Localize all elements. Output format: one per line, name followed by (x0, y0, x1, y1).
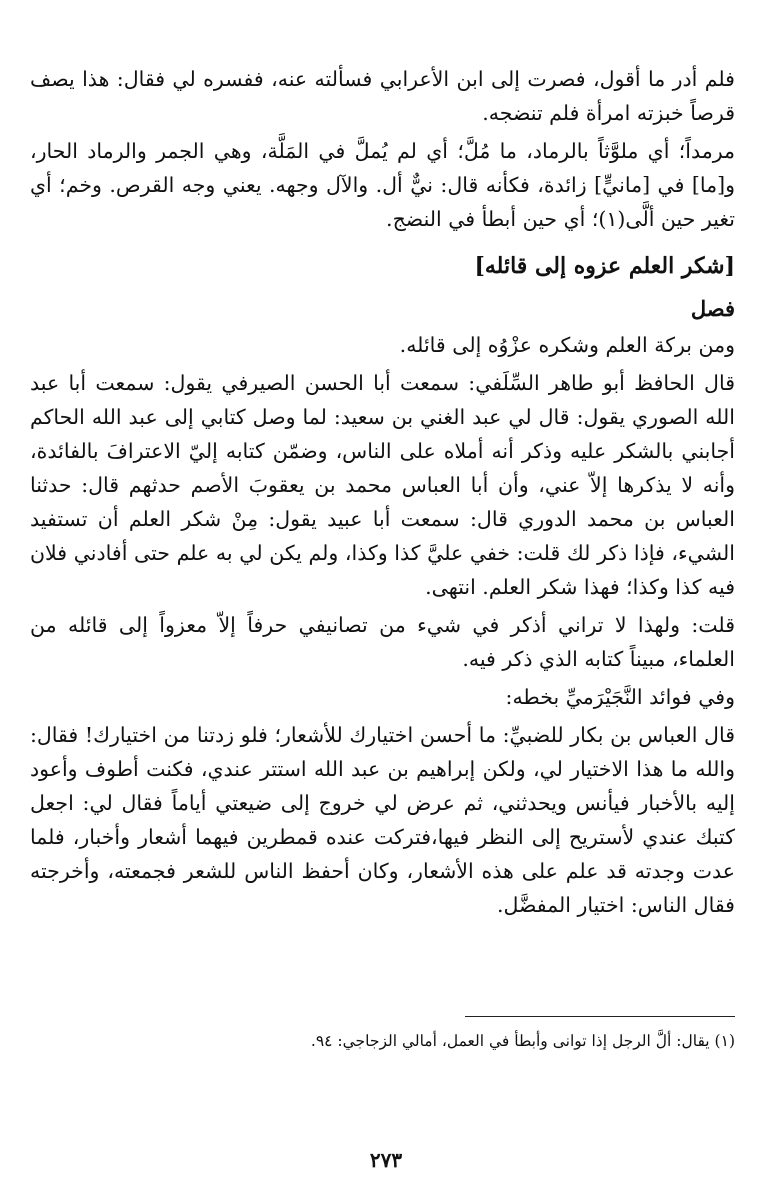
footnote: (١) يقال: ألَّ الرجل إذا توانى وأبطأ في العمل، أمالي الزجاجي: ٩٤. (310, 1032, 735, 1050)
section-heading: [شكر العلم عزوه إلى قائله] (474, 253, 735, 279)
paragraph: قال العباس بن بكار للضبيِّ: ما أحسن اختيارك للأشعار؛ فلو زدتنا من اختيارك! فقال: والله ما هذا الاختيار لي، ولكن إبراهيم بن عبد الله استتر عندي، فكنت أطوف وأعود إليه بالأخبار فيأنس ويحدثني، ثم عرض لي خروج إلى ضيعتي أياماً فقال لي: اجعل كتبك عندي لأستريح إلى النظر فيها،فتركت عنده قمطرين فيهما أشعار وأخبار، فلما عدت وجدته قد علم على هذه الأشعار، وكان أحفظ الناس للشعر فجمعته، وأخرجته فقال الناس: اختيار المفضَّل. (30, 723, 735, 917)
paragraph: وفي فوائد النَّجَيْرَميِّ بخطه: (505, 685, 735, 709)
paragraph: قلت: ولهذا لا تراني أذكر في شيء من تصانيفي حرفاً إلاّ معزواً إلى قائله من العلماء، مبيناً كتابه الذي ذكر فيه. (30, 613, 735, 671)
paragraph: فلم أدر ما أقول، فصرت إلى ابن الأعرابي فسألته عنه، ففسره لي فقال: هذا يصف قرصاً خبزته امرأة فلم تنضجه. (30, 67, 735, 125)
fasl-label: فصل (690, 296, 735, 321)
page-number: ٢٧٣ (369, 1148, 403, 1172)
paragraph: مرمداً؛ أي ملوَّثاً بالرماد، ما مُلَّ؛ أي لم يُملَّ في المَلَّة، وهي الجمر والرماد الحار، و[ما] في [مانيٍّ] زائدة، فكأنه قال: نيٌّ أل. والآل وجهه. يعني وجه القرص. وخم؛ أي تغير حين ألَّى(١)؛ أي حين أبطأ في النضج. (30, 139, 735, 231)
footnote-separator (465, 1016, 735, 1017)
footnote-separator-wrap (30, 0, 735, 1200)
paragraph: ومن بركة العلم وشكره عزْوُه إلى قائله. (399, 333, 735, 357)
paragraph: قال الحافظ أبو طاهر السِّلَفي: سمعت أبا الحسن الصيرفي يقول: سمعت أبا عبد الله الصوري يقول: قال لي عبد الغني بن سعيد: لما وصل كتابي إلى عبد الله الحاكم أجابني بالشكر عليه وذكر أنه أملاه على الناس، وضمّن كتابه إليّ الاعترافَ بالفائدة، وأنه لا يذكرها إلاّ عني، وأن أبا العباس محمد بن يعقوبَ الأصم حدثهم قال: حدثنا العباس بن محمد الدوري قال: سمعت أبا عبيد يقول: مِنْ شكر العلم أن تستفيد الشيء، فإذا ذكر لك قلت: خفي عليَّ كذا وكذا، ولم يكن لي به علم حتى أفادني فلان فيه كذا وكذا؛ فهذا شكر العلم. انتهى. (30, 371, 735, 599)
